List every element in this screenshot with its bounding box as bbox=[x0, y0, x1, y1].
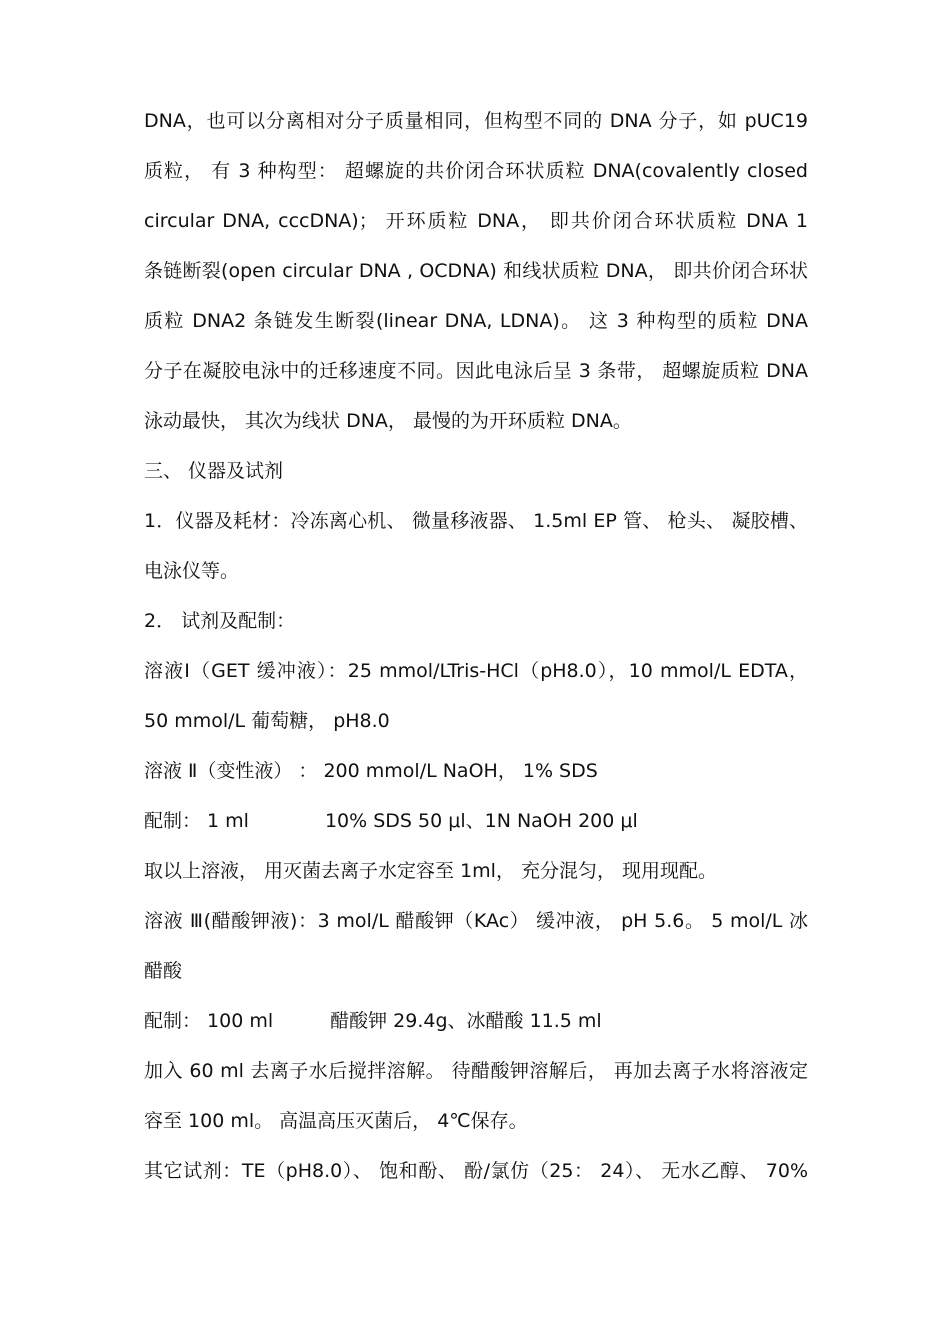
text-line: 取以上溶液， 用灭菌去离子水定容至 1ml， 充分混匀， 现用现配。 bbox=[144, 860, 718, 882]
text-line: 醋酸 bbox=[144, 960, 183, 982]
text-line: 泳动最快， 其次为线状 DNA， 最慢的为开环质粒 DNA。 bbox=[144, 410, 632, 432]
text-line: 条链断裂(open circular DNA , OCDNA) 和线状质粒 DNA， 即共价闭合环状 bbox=[144, 260, 808, 282]
section-heading: 三、 仪器及试剂 bbox=[144, 460, 284, 482]
text-line: 电泳仪等。 bbox=[144, 560, 240, 582]
text-line: 质粒， 有 3 种构型： 超螺旋的共价闭合环状质粒 DNA(covalently closed bbox=[144, 160, 808, 182]
text-line: 质粒 DNA2 条链发生断裂(linear DNA, LDNA)。 这 3 种构型的质粒 DNA bbox=[144, 310, 808, 332]
text-line: 加入 60 ml 去离子水后搅拌溶解。 待醋酸钾溶解后， 再加去离子水将溶液定 bbox=[144, 1060, 808, 1082]
text-line: 分子在凝胶电泳中的迁移速度不同。因此电泳后呈 3 条带， 超螺旋质粒 DNA bbox=[144, 360, 808, 382]
text-line: 容至 100 ml。 高温高压灭菌后， 4℃保存。 bbox=[144, 1110, 528, 1132]
subsection-heading: 2． 试剂及配制： bbox=[144, 610, 296, 632]
text-line: 溶液Ⅰ（GET 缓冲液）：25 mmol/LTris-HCl（pH8.0），10 mmol/L EDTA， bbox=[144, 660, 808, 682]
text-line: 50 mmol/L 葡萄糖， pH8.0 bbox=[144, 710, 390, 732]
text-line: 溶液 Ⅲ(醋酸钾液)：3 mol/L 醋酸钾（KAc） 缓冲液， pH 5.6。 5 mol/L 冰 bbox=[144, 910, 808, 932]
text-line: 配制： 100 ml 醋酸钾 29.4g、冰醋酸 11.5 ml bbox=[144, 1010, 602, 1032]
text-line: DNA，也可以分离相对分子质量相同，但构型不同的 DNA 分子，如 pUC19 bbox=[144, 110, 808, 132]
text-line: 溶液 Ⅱ（变性液） ： 200 mmol/L NaOH， 1% SDS bbox=[144, 760, 598, 782]
text-line: 其它试剂：TE（pH8.0）、 饱和酚、 酚/氯仿（25： 24）、 无水乙醇、 70% bbox=[144, 1160, 808, 1182]
document-body bbox=[144, 96, 808, 1196]
text-line: 1．仪器及耗材：冷冻离心机、 微量移液器、 1.5ml EP 管、 枪头、 凝胶槽、 bbox=[144, 510, 808, 532]
text-line: circular DNA, cccDNA)； 开环质粒 DNA， 即共价闭合环状质粒 DNA 1 bbox=[144, 210, 808, 232]
text-line: 配制： 1 ml 10% SDS 50 μl、1N NaOH 200 μl bbox=[144, 810, 638, 832]
